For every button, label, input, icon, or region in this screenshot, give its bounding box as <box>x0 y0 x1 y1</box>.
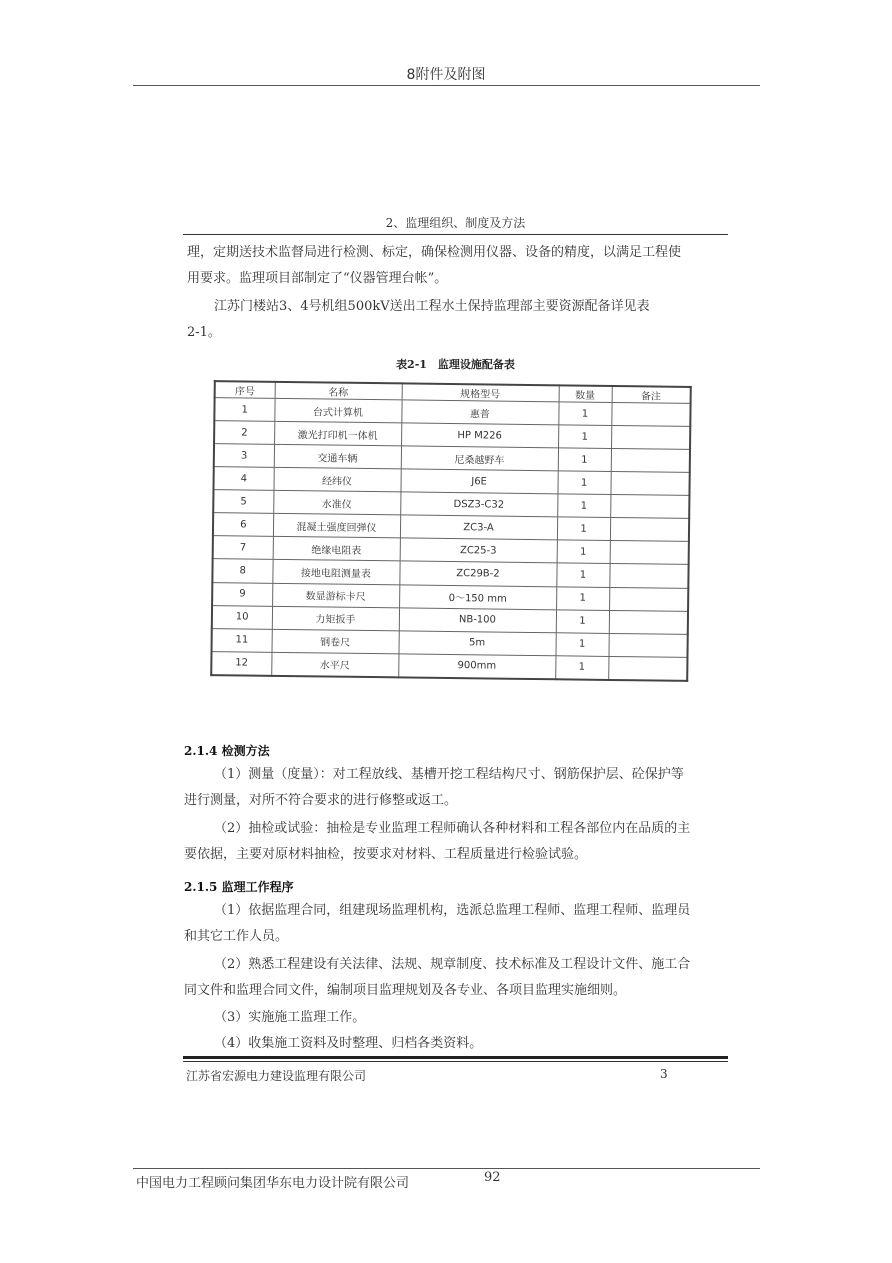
paragraph-line: （2）抽检或试验：抽检是专业监理工程师确认各种材料和工程各部位内在品质的主 <box>214 821 691 836</box>
table-cell: 10 <box>212 605 272 629</box>
table-cell <box>610 541 689 565</box>
paragraph-line: 同文件和监理合同文件，编制项目监理规划及各专业、各项目监理实施细则。 <box>184 983 627 998</box>
paragraph-line: （2）熟悉工程建设有关法律、法规、规章制度、技术标准及工程设计文件、施工合 <box>214 957 691 972</box>
table-cell: 1 <box>555 632 608 656</box>
table-cell: 1 <box>558 448 611 472</box>
table-cell: 经纬仪 <box>273 468 400 493</box>
table-cell: ZC25-3 <box>400 538 557 563</box>
section-title-rule <box>183 234 728 235</box>
page-header-title: 8附件及附图 <box>406 67 486 83</box>
paragraph-line: 要依据，主要对原材料抽检，按要求对材料、工程质量进行检验试验。 <box>184 847 588 862</box>
table-cell: 1 <box>557 471 610 495</box>
table-cell: 1 <box>555 655 608 679</box>
inner-footer-rule <box>183 1056 728 1059</box>
table-cell: 7 <box>213 536 273 560</box>
table-cell: 1 <box>214 398 274 422</box>
table-cell: 12 <box>211 651 271 676</box>
table-cell: 1 <box>556 563 609 587</box>
table-cell: ZC29B-2 <box>399 561 556 586</box>
table-cell: 0～150 mm <box>399 584 556 609</box>
table-cell <box>608 656 687 681</box>
table-cell: 1 <box>558 425 611 449</box>
paragraph-line: 理，定期送技术监督局进行检测、标定，确保检测用仪器、设备的精度，以满足工程使 <box>187 245 682 260</box>
equipment-table-wrapper <box>210 380 690 682</box>
table-cell: HP M226 <box>401 423 558 448</box>
table-title: 表2-1 监理设施配备表 <box>396 358 515 371</box>
table-cell: 8 <box>212 559 272 583</box>
table-cell: J6E <box>400 469 557 494</box>
table-cell <box>609 587 688 611</box>
table-cell: 数显游标卡尺 <box>272 583 399 608</box>
table-cell: 5 <box>213 490 273 514</box>
table-cell: NB-100 <box>399 607 556 632</box>
table-cell <box>610 518 689 542</box>
table-cell <box>611 426 690 450</box>
table-row <box>211 651 687 681</box>
header-cell: 序号 <box>215 381 275 398</box>
inner-footer-page-number: 3 <box>660 1067 668 1081</box>
paragraph-line: （1）依据监理合同，组建现场监理机构，选派总监理工程师、监理工程师、监理员 <box>214 903 691 918</box>
table-cell <box>611 402 690 426</box>
table-cell: 水平尺 <box>271 652 398 677</box>
equipment-table <box>210 380 692 682</box>
table-cell: 900mm <box>398 654 555 680</box>
paragraph-line: （1）测量（度量）：对工程放线、基槽开挖工程结构尺寸、钢筋保护层、砼保护等 <box>214 767 684 782</box>
paragraph-line: 和其它工作人员。 <box>184 929 289 944</box>
table-cell: 1 <box>558 402 611 426</box>
section-heading-2-1-5: 2.1.5 监理工作程序 <box>184 880 294 894</box>
table-cell <box>611 449 690 473</box>
table-cell <box>609 564 688 588</box>
table-cell: 钢卷尺 <box>272 629 399 654</box>
table-cell: 1 <box>557 540 610 564</box>
page-footer-page-number: 92 <box>484 1170 501 1185</box>
paragraph-line: （4）收集施工资料及时整理、归档各类资料。 <box>214 1036 483 1051</box>
table-cell: 6 <box>213 513 273 537</box>
table-cell: 1 <box>557 517 610 541</box>
header-rule <box>133 85 760 86</box>
table-cell: DSZ3-C32 <box>400 492 557 517</box>
table-cell: 3 <box>214 444 274 468</box>
footer-rule <box>133 1168 760 1169</box>
table-cell <box>610 495 689 519</box>
header-cell: 数量 <box>559 385 612 402</box>
paragraph-line: （3）实施施工监理工作。 <box>214 1010 366 1025</box>
table-cell <box>609 610 688 634</box>
header-cell: 备注 <box>612 386 691 403</box>
table-cell: 惠普 <box>401 400 558 425</box>
paragraph-line: 进行测量，对所不符合要求的进行修整或返工。 <box>184 793 458 808</box>
table-cell <box>610 472 689 496</box>
table-cell: 水准仪 <box>273 491 400 516</box>
table-cell: 交通车辆 <box>274 444 401 469</box>
table-cell: 1 <box>556 609 609 633</box>
table-cell: 1 <box>557 494 610 518</box>
paragraph-line: 江苏门楼站3、4号机组500kV送出工程水土保持监理部主要资源配备详见表 <box>214 299 650 314</box>
inner-footer-rule-thin <box>183 1061 728 1062</box>
table-cell: 9 <box>212 582 272 606</box>
table-cell: 5m <box>398 631 555 656</box>
section-title: 2、监理组织、制度及方法 <box>385 216 526 230</box>
table-cell: 混凝土强度回弹仪 <box>273 514 400 539</box>
table-cell: ZC3-A <box>400 515 557 540</box>
paragraph-line: 用要求。监理项目部制定了“仪器管理台帐”。 <box>187 271 448 286</box>
table-cell: 1 <box>556 586 609 610</box>
page-footer-company: 中国电力工程顾问集团华东电力设计院有限公司 <box>136 1176 410 1191</box>
table-cell: 接地电阻测量表 <box>272 560 399 585</box>
table-cell: 力矩扳手 <box>272 606 399 631</box>
header-cell: 规格型号 <box>402 383 559 401</box>
table-cell: 4 <box>213 467 273 491</box>
table-cell: 尼桑越野车 <box>401 446 558 471</box>
table-cell: 激光打印机一体机 <box>274 421 401 446</box>
inner-footer-company: 江苏省宏源电力建设监理有限公司 <box>186 1069 367 1083</box>
section-heading-2-1-4: 2.1.4 检测方法 <box>184 744 270 758</box>
table-cell: 11 <box>212 628 272 652</box>
table-cell <box>608 633 687 657</box>
table-cell: 绝缘电阻表 <box>273 537 400 562</box>
paragraph-line: 2-1。 <box>187 325 221 340</box>
table-cell: 台式计算机 <box>274 398 401 423</box>
table-cell: 2 <box>214 421 274 445</box>
header-cell: 名称 <box>275 382 402 400</box>
